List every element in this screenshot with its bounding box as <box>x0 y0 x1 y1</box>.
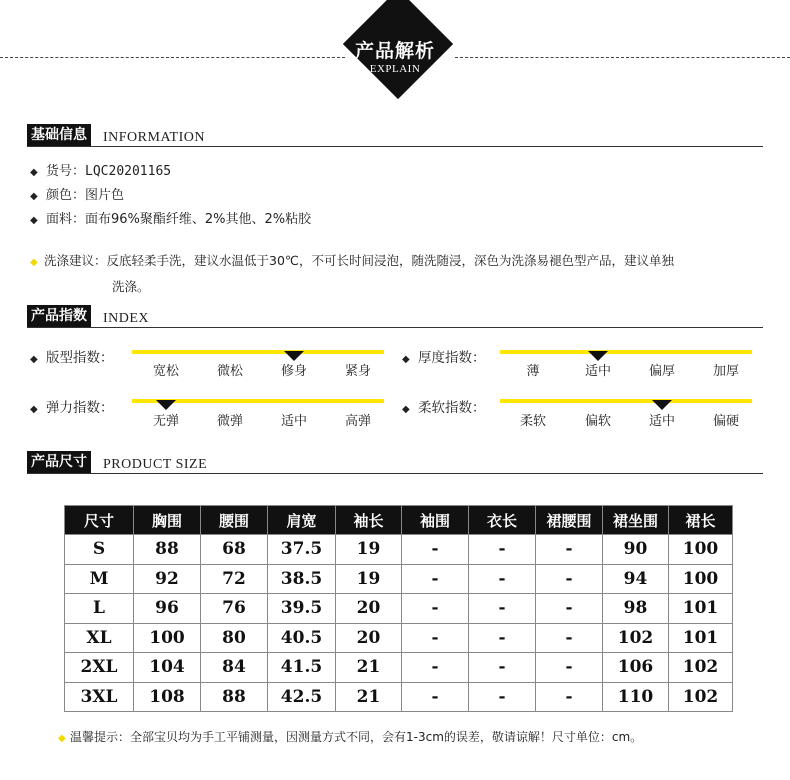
table-cell: 42.5 <box>268 682 336 712</box>
table-cell: 21 <box>336 653 402 683</box>
table-cell: - <box>536 623 603 653</box>
table-header-cell: 裙腰围 <box>536 506 603 535</box>
index-option: 柔软 <box>519 414 546 429</box>
wash-text: 反底轻柔手洗，建议水温低于30℃，不可长时间浸泡，随洗随浸，深色为洗涤易褪色型产品，建议单独 <box>106 253 674 268</box>
section-title-basic-info: 基础信息 <box>27 124 91 146</box>
table-cell: - <box>402 682 469 712</box>
table-cell: 80 <box>201 623 268 653</box>
table-row <box>65 623 733 653</box>
table-cell: 108 <box>134 682 201 712</box>
index-option: 适中 <box>584 364 611 379</box>
table-cell: 106 <box>603 653 669 683</box>
wash-instructions <box>30 249 760 299</box>
table-cell: - <box>469 682 536 712</box>
table-cell: 39.5 <box>268 594 336 624</box>
header-subtitle: EXPLAIN <box>369 63 421 75</box>
size-tip <box>58 728 642 745</box>
diamond-bullet-icon: ◆ <box>58 733 66 744</box>
section-subtitle-size: PRODUCT SIZE <box>103 457 208 472</box>
table-header-cell: 肩宽 <box>268 506 336 535</box>
size-tip-text: 温馨提示：全部宝贝均为手工平铺测量，因测量方式不同，会有1-3cm的误差，敬请谅解！尺寸单位：cm。 <box>70 730 643 744</box>
header-divider-right <box>455 57 790 58</box>
info-label: 颜色： <box>46 188 86 203</box>
index-option: 微松 <box>216 364 243 379</box>
index-label-elasticity <box>30 396 114 416</box>
wash-label: 洗涤建议： <box>44 253 107 268</box>
index-option: 薄 <box>526 364 540 379</box>
table-cell: 102 <box>669 653 733 683</box>
header-title: 产品解析 <box>354 40 435 62</box>
table-cell: - <box>402 623 469 653</box>
table-cell: - <box>402 535 469 565</box>
table-cell: 19 <box>336 564 402 594</box>
table-cell: 88 <box>201 682 268 712</box>
index-label-text: 版型指数： <box>46 350 114 366</box>
index-option: 加厚 <box>712 364 739 379</box>
index-option: 高弹 <box>344 414 371 429</box>
index-label-text: 柔软指数： <box>418 400 486 416</box>
index-bar-fit <box>132 350 384 354</box>
info-value: 图片色 <box>85 188 125 203</box>
table-cell: - <box>536 682 603 712</box>
index-label-fit <box>30 346 114 366</box>
table-row <box>65 594 733 624</box>
section-title-index: 产品指数 <box>27 305 91 327</box>
table-header-row <box>65 506 733 535</box>
wash-text-continued: 洗涤。 <box>112 279 150 294</box>
diamond-bullet-icon: ◆ <box>402 354 410 365</box>
table-cell: - <box>402 564 469 594</box>
table-cell: 19 <box>336 535 402 565</box>
table-row <box>65 535 733 565</box>
index-label-text: 弹力指数： <box>46 400 114 416</box>
index-option: 紧身 <box>344 364 371 379</box>
table-cell: 20 <box>336 623 402 653</box>
section-divider <box>27 327 763 328</box>
table-cell: - <box>469 653 536 683</box>
info-item-sku <box>30 160 171 179</box>
info-value: LQC20201165 <box>85 164 172 179</box>
index-bar-softness <box>500 399 752 403</box>
table-cell: 72 <box>201 564 268 594</box>
index-label-thickness <box>402 346 486 366</box>
diamond-bullet-icon: ◆ <box>30 167 38 178</box>
index-option: 偏厚 <box>648 364 675 379</box>
header-divider-left <box>0 57 345 58</box>
table-cell: 2XL <box>65 653 134 683</box>
table-cell: 92 <box>134 564 201 594</box>
table-row <box>65 564 733 594</box>
info-label: 货号： <box>46 164 86 179</box>
index-option: 宽松 <box>152 364 179 379</box>
table-cell: M <box>65 564 134 594</box>
index-option: 无弹 <box>152 414 179 429</box>
table-cell: 38.5 <box>268 564 336 594</box>
table-cell: 101 <box>669 623 733 653</box>
index-option: 微弹 <box>216 414 243 429</box>
section-title-size: 产品尺寸 <box>27 451 91 473</box>
table-cell: 37.5 <box>268 535 336 565</box>
table-cell: 96 <box>134 594 201 624</box>
table-header-cell: 袖围 <box>402 506 469 535</box>
diamond-bullet-icon: ◆ <box>30 404 38 415</box>
table-row <box>65 653 733 683</box>
size-table <box>64 505 733 712</box>
table-cell: 100 <box>134 623 201 653</box>
table-cell: - <box>536 535 603 565</box>
table-cell: 110 <box>603 682 669 712</box>
index-option: 适中 <box>648 414 675 429</box>
table-header-cell: 腰围 <box>201 506 268 535</box>
table-cell: 21 <box>336 682 402 712</box>
info-value: 面布96%聚酯纤维、2%其他、2%粘胶 <box>85 212 312 227</box>
diamond-bullet-icon: ◆ <box>30 257 38 268</box>
table-cell: - <box>402 594 469 624</box>
section-divider <box>27 146 763 147</box>
table-cell: 94 <box>603 564 669 594</box>
table-cell: 76 <box>201 594 268 624</box>
table-cell: 84 <box>201 653 268 683</box>
index-bar-thickness <box>500 350 752 354</box>
table-cell: XL <box>65 623 134 653</box>
table-header-cell: 裙长 <box>669 506 733 535</box>
table-cell: 100 <box>669 564 733 594</box>
diamond-bullet-icon: ◆ <box>30 191 38 202</box>
table-cell: 90 <box>603 535 669 565</box>
table-header-cell: 袖长 <box>336 506 402 535</box>
table-cell: 40.5 <box>268 623 336 653</box>
table-cell: 20 <box>336 594 402 624</box>
index-marker-softness <box>652 400 672 410</box>
table-cell: 3XL <box>65 682 134 712</box>
index-label-text: 厚度指数： <box>418 350 486 366</box>
table-cell: - <box>536 594 603 624</box>
table-cell: 88 <box>134 535 201 565</box>
table-cell: S <box>65 535 134 565</box>
table-cell: L <box>65 594 134 624</box>
table-cell: - <box>536 564 603 594</box>
section-divider <box>27 473 763 474</box>
index-label-softness <box>402 396 486 416</box>
diamond-bullet-icon: ◆ <box>30 354 38 365</box>
info-item-fabric <box>30 208 311 227</box>
table-cell: - <box>402 653 469 683</box>
table-cell: 101 <box>669 594 733 624</box>
diamond-bullet-icon: ◆ <box>30 215 38 226</box>
table-cell: 102 <box>603 623 669 653</box>
table-cell: 98 <box>603 594 669 624</box>
table-cell: - <box>536 653 603 683</box>
table-cell: 68 <box>201 535 268 565</box>
section-subtitle-basic-info: INFORMATION <box>103 130 205 145</box>
index-option: 偏硬 <box>712 414 739 429</box>
diamond-bullet-icon: ◆ <box>402 404 410 415</box>
section-subtitle-index: INDEX <box>103 311 150 326</box>
info-item-color <box>30 184 124 203</box>
index-marker-elasticity <box>156 400 176 410</box>
info-label: 面料： <box>46 212 86 227</box>
table-header-cell: 衣长 <box>469 506 536 535</box>
table-cell: - <box>469 564 536 594</box>
table-cell: 41.5 <box>268 653 336 683</box>
table-cell: - <box>469 535 536 565</box>
index-option: 修身 <box>280 364 307 379</box>
table-row <box>65 682 733 712</box>
table-cell: 102 <box>669 682 733 712</box>
index-option: 适中 <box>280 414 307 429</box>
table-cell: 104 <box>134 653 201 683</box>
index-option: 偏软 <box>584 414 611 429</box>
table-header-cell: 尺寸 <box>65 506 134 535</box>
table-header-cell: 裙坐围 <box>603 506 669 535</box>
table-cell: - <box>469 623 536 653</box>
table-header-cell: 胸围 <box>134 506 201 535</box>
table-cell: 100 <box>669 535 733 565</box>
table-cell: - <box>469 594 536 624</box>
